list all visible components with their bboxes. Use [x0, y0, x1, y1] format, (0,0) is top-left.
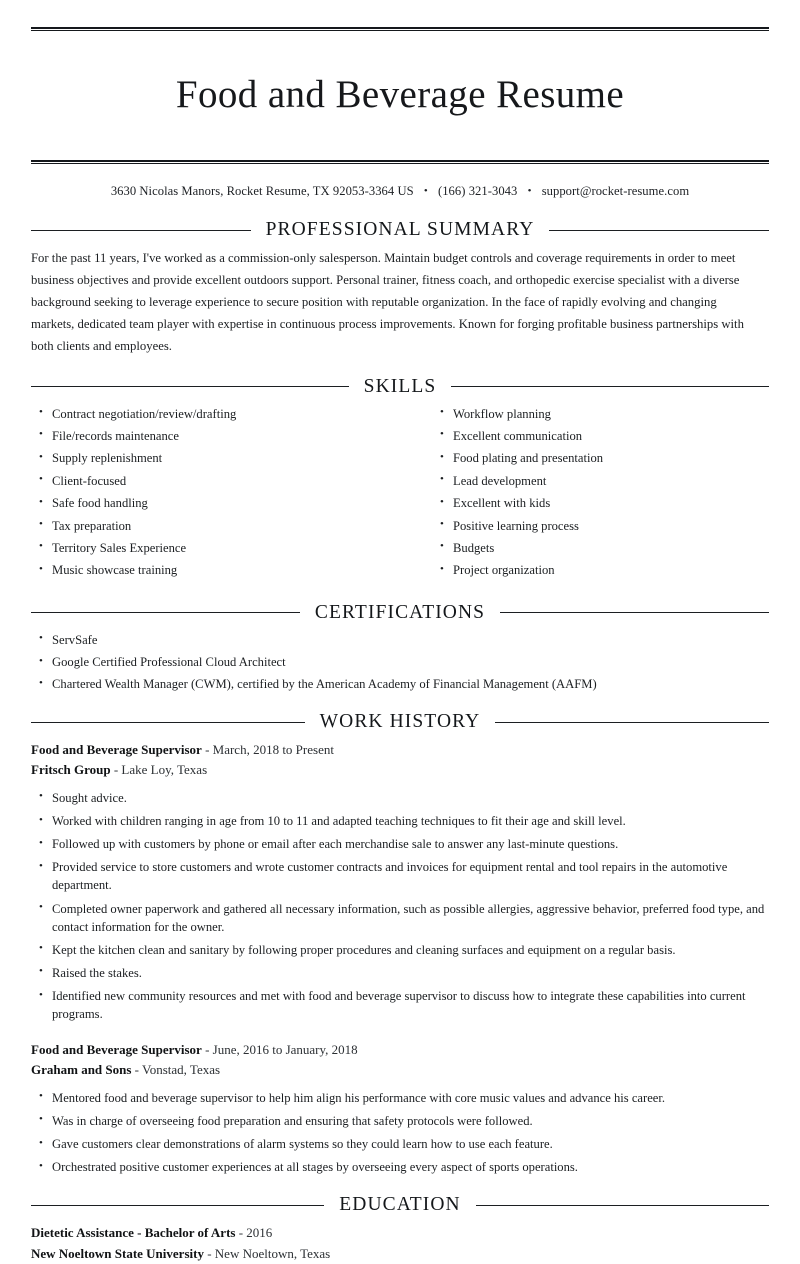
summary-text: For the past 11 years, I've worked as a commission-only salesperson. Maintain budget controls and coverage requirements in order to meet business objectives and provide excellent outdoors support. Personal trainer, fitness coach, and orthopedic exercise specialist with a diverse background seeking to leverage experience to secure position with reputable organization. In the face of rapidly evolving and changing markets, dedicated team player with expertise in continuous process improvements. Known for forging profitable business partnerships with both clients and employees.	[31, 251, 744, 353]
skill-item: • Positive learning process	[432, 517, 769, 535]
contact-separator-1: •	[423, 185, 428, 198]
section-rule-right	[495, 722, 769, 723]
work-history-list	[31, 740, 769, 1176]
skills-grid	[31, 405, 769, 584]
education-entry	[31, 1223, 769, 1263]
work-history-entry	[31, 740, 769, 1023]
skill-item: • Tax preparation	[31, 517, 400, 535]
skill-item: • Workflow planning	[432, 405, 769, 423]
section-title-certifications: CERTIFICATIONS	[314, 601, 486, 623]
job-dates: - June, 2016 to January, 2018	[201, 1042, 358, 1058]
section-rule-right	[549, 230, 769, 231]
education-list	[31, 1223, 769, 1263]
job-bullet: • Sought advice.	[31, 789, 769, 807]
work-history-entry	[31, 1040, 769, 1176]
contact-email: support@rocket-resume.com	[541, 184, 690, 199]
section-rule-right	[500, 612, 769, 613]
education-school-line	[31, 1244, 769, 1264]
job-bullet: • Kept the kitchen clean and sanitary by following proper procedures and cleaning surfaces and equipment on a regular basis.	[31, 941, 769, 959]
job-bullet: • Mentored food and beverage supervisor to help him align his performance with core music values and advance his career.	[31, 1089, 769, 1107]
contact-address: 3630 Nicolas Manors, Rocket Resume, TX 92053-3364 US	[110, 184, 414, 199]
skill-item: • Contract negotiation/review/drafting	[31, 405, 400, 423]
job-company-line	[31, 1060, 769, 1080]
job-title: Food and Beverage Supervisor	[31, 742, 202, 758]
skills-list-right	[432, 405, 769, 580]
skill-item: • Excellent with kids	[432, 494, 769, 512]
job-bullet-list	[31, 1089, 769, 1177]
skill-item: • Supply replenishment	[31, 449, 400, 467]
skill-item: • Lead development	[432, 472, 769, 490]
job-bullet-list	[31, 789, 769, 1023]
skill-item: • Territory Sales Experience	[31, 539, 400, 557]
certification-item: • ServSafe	[31, 631, 769, 649]
job-bullet: • Identified new community resources and met with food and beverage supervisor to discuss how to integrate these capabilities into current programs.	[31, 987, 769, 1023]
job-bullet: • Was in charge of overseeing food preparation and ensuring that safety protocols were followed.	[31, 1112, 769, 1130]
skill-item: • Project organization	[432, 561, 769, 579]
education-degree-line	[31, 1223, 769, 1243]
section-title-work-history: WORK HISTORY	[319, 711, 481, 733]
certification-item: • Chartered Wealth Manager (CWM), certified by the American Academy of Financial Management (AAFM)	[31, 675, 769, 693]
header-top-rule	[31, 27, 769, 31]
job-bullet: • Gave customers clear demonstrations of alarm systems so they could learn how to use each feature.	[31, 1135, 769, 1153]
job-bullet: • Followed up with customers by phone or email after each merchandise sale to answer any last-minute questions.	[31, 835, 769, 853]
education-school: New Noeltown State University	[31, 1245, 204, 1261]
job-bullet: • Worked with children ranging in age from 10 to 11 and adapted teaching techniques to fit their age and skill level.	[31, 812, 769, 830]
job-title-line	[31, 1040, 769, 1060]
contact-line	[31, 164, 769, 201]
section-rule-left	[31, 722, 305, 723]
job-company-line	[31, 760, 769, 780]
skills-column-left	[31, 405, 400, 584]
skill-item: • Excellent communication	[432, 427, 769, 445]
contact-phone: (166) 321-3043	[437, 184, 518, 199]
job-dates: - March, 2018 to Present	[201, 742, 334, 758]
certifications-list	[31, 631, 769, 694]
section-rule-left	[31, 612, 300, 613]
job-title-line	[31, 740, 769, 760]
contact-separator-2: •	[527, 185, 532, 198]
skill-item: • Food plating and presentation	[432, 449, 769, 467]
job-bullet: • Completed owner paperwork and gathered all necessary information, such as possible allergies, aggressive behavior, preferred food type, and contact information for the owner.	[31, 900, 769, 936]
resume-page	[0, 27, 800, 1261]
education-location: - New Noeltown, Texas	[203, 1245, 331, 1261]
section-rule-right	[451, 386, 769, 387]
job-company: Graham and Sons	[31, 1062, 132, 1078]
page-title: Food and Beverage Resume	[175, 73, 625, 117]
section-rule-right	[476, 1205, 769, 1206]
skill-item: • Budgets	[432, 539, 769, 557]
skill-item: • File/records maintenance	[31, 427, 400, 445]
education-year: - 2016	[235, 1225, 273, 1241]
section-rule-left	[31, 230, 251, 231]
skills-column-right	[400, 405, 769, 584]
job-bullet: • Provided service to store customers and wrote customer contracts and invoices for equipment rental and tool repairs in the automotive department.	[31, 858, 769, 894]
skill-item: • Safe food handling	[31, 494, 400, 512]
section-title-summary: PROFESSIONAL SUMMARY	[265, 219, 535, 241]
section-header-education	[31, 1194, 769, 1216]
skills-list-left	[31, 405, 400, 580]
job-location: - Vonstad, Texas	[131, 1062, 221, 1078]
job-title: Food and Beverage Supervisor	[31, 1042, 202, 1058]
skill-item: • Music showcase training	[31, 561, 400, 579]
section-header-work-history	[31, 711, 769, 733]
job-bullet: • Raised the stakes.	[31, 964, 769, 982]
job-location: - Lake Loy, Texas	[110, 762, 208, 778]
education-degree: Dietetic Assistance - Bachelor of Arts	[31, 1225, 236, 1241]
job-bullet: • Orchestrated positive customer experiences at all stages by overseeing every aspect of sports operations.	[31, 1158, 769, 1176]
section-title-education: EDUCATION	[339, 1194, 461, 1216]
job-company: Fritsch Group	[31, 762, 111, 778]
section-title-skills: SKILLS	[363, 375, 437, 397]
section-rule-left	[31, 386, 349, 387]
certification-item: • Google Certified Professional Cloud Architect	[31, 653, 769, 671]
section-rule-left	[31, 1205, 324, 1206]
section-header-summary	[31, 219, 769, 241]
skill-item: • Client-focused	[31, 472, 400, 490]
section-header-skills	[31, 376, 769, 398]
section-header-certifications	[31, 602, 769, 624]
